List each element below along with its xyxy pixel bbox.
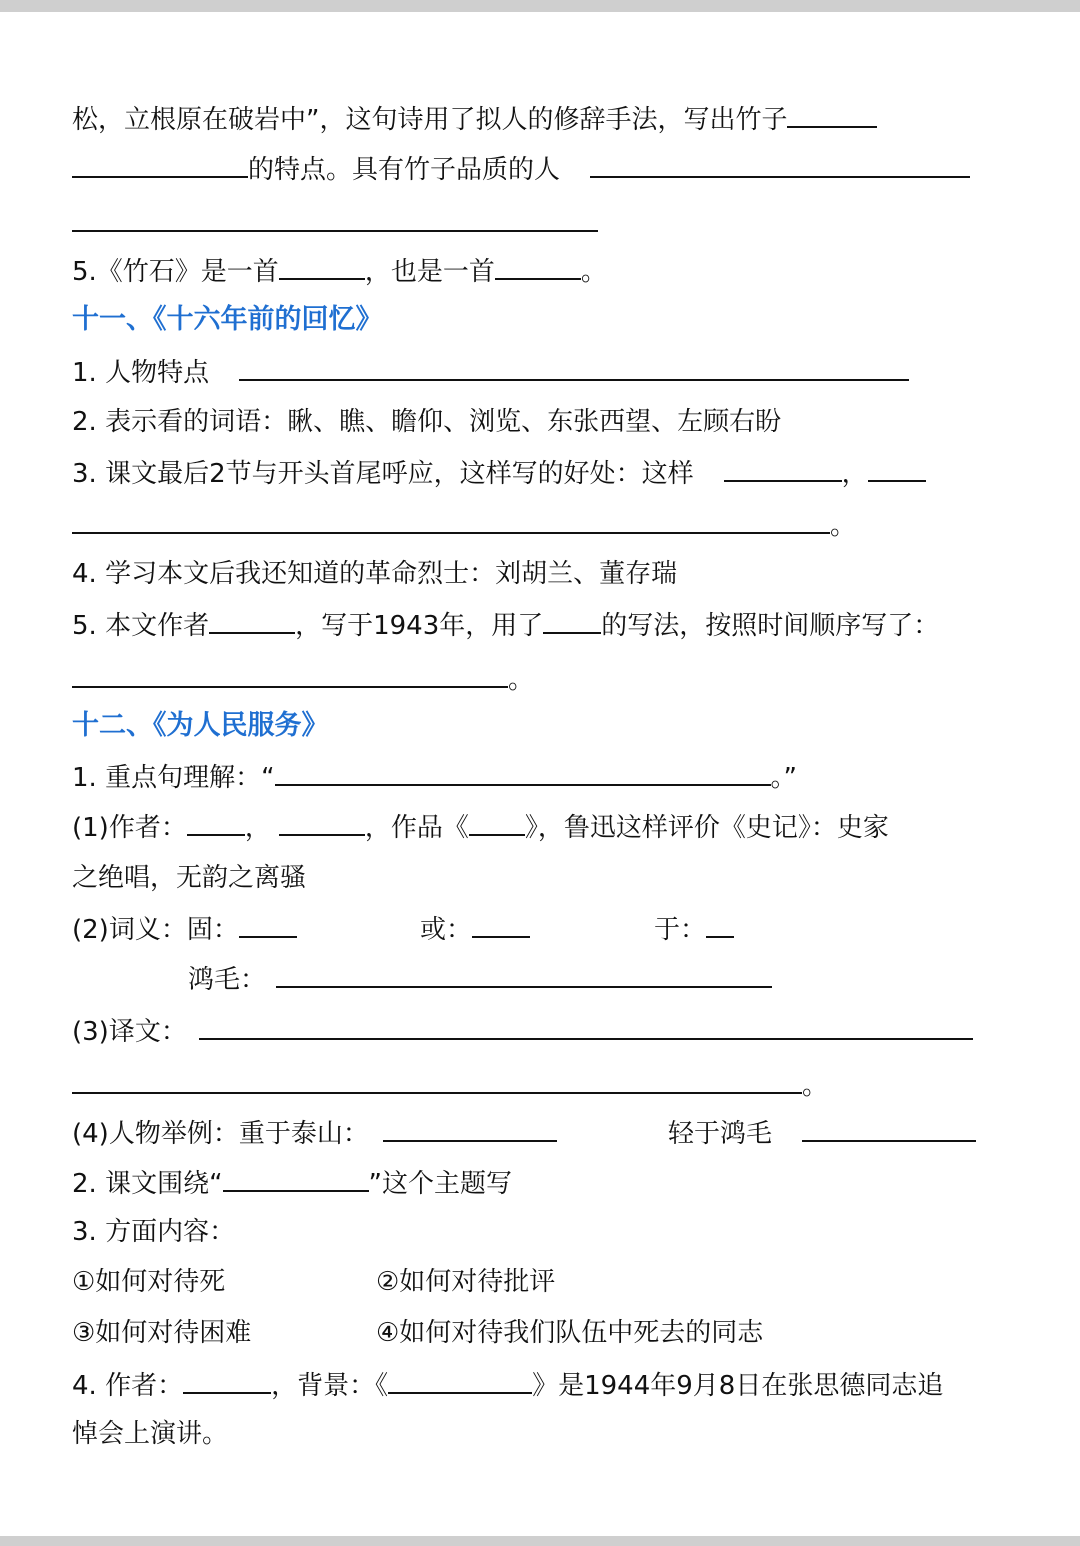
list-item: ③如何对待困难	[72, 1318, 252, 1348]
part-4: (4)人物举例：重于泰山：	[72, 1112, 1012, 1152]
part-3-cont: 。	[72, 1064, 1012, 1104]
text-line: 的特点。具有竹子品质的人	[72, 148, 1012, 188]
question-3: 3. 方面内容：	[72, 1217, 236, 1247]
blank-line	[276, 958, 772, 988]
question-4: 4. 作者： ，背景：《 》是1944年9月8日在张思德同志追	[72, 1364, 1012, 1404]
part-2: (2)词义：固：	[72, 908, 1012, 948]
part-3: (3)译文：	[72, 1010, 1012, 1050]
bottom-border-bar	[0, 1536, 1080, 1546]
list-item: ②如何对待批评	[376, 1267, 556, 1297]
blank-line	[802, 1112, 976, 1142]
question-2: 2. 表示看的词语：瞅、瞧、瞻仰、浏览、东张西望、左顾右盼	[72, 407, 782, 437]
blank-line	[183, 1364, 271, 1394]
blank-line	[868, 452, 926, 482]
question-5: 5. 本文作者 ，写于1943年，用了 的写法，按照时间顺序写了：	[72, 604, 1012, 644]
blank-line	[209, 604, 295, 634]
question-4: 4. 学习本文后我还知道的革命烈士：刘胡兰、董存瑞	[72, 559, 678, 589]
blank-line	[279, 250, 365, 280]
blank-line	[706, 908, 734, 938]
part-1: (1)作者： ， ，作品《 》，鲁迅这样评价《史记》：史家	[72, 806, 1012, 846]
question-3: 3. 课文最后2节与开头首尾呼应，这样写的好处：这样 ，	[72, 452, 1012, 492]
question-5: 5.《竹石》是一首 ，也是一首 。	[72, 250, 1012, 290]
question-2: 2. 课文围绕“ ”这个主题写	[72, 1162, 1012, 1202]
list-item: ④如何对待我们队伍中死去的同志	[376, 1318, 764, 1348]
section-heading-11: 十一、《十六年前的回忆》	[72, 304, 383, 335]
part-4-light: 轻于鸿毛	[668, 1112, 1008, 1152]
blank-line	[275, 756, 771, 786]
part-1-cont: 之绝唱，无韵之离骚	[72, 863, 307, 893]
text-line: 松，立根原在破岩中”，这句诗用了拟人的修辞手法，写出竹子	[72, 98, 1012, 138]
blank-line	[239, 908, 297, 938]
blank-line	[787, 98, 877, 128]
blank-line	[72, 148, 248, 178]
question-4-cont: 悼会上演讲。	[72, 1419, 229, 1449]
question-3-cont: 。	[72, 504, 1012, 544]
question-1: 1. 重点句理解：“ 。”	[72, 756, 1012, 796]
blank-line	[472, 908, 530, 938]
blank-line	[187, 806, 245, 836]
blank-line	[239, 351, 909, 381]
question-5-cont: 。	[72, 658, 1012, 698]
blank-line	[495, 250, 581, 280]
section-heading-12: 十二、《为人民服务》	[72, 710, 329, 741]
blank-line	[279, 806, 365, 836]
blank-line	[72, 504, 830, 534]
top-border-bar	[0, 0, 1080, 12]
blank-line	[469, 806, 525, 836]
part-2-or: 或：	[420, 908, 620, 948]
blank-line	[543, 604, 601, 634]
blank-line	[724, 452, 842, 482]
list-item: ①如何对待死	[72, 1267, 226, 1297]
part-2-yu: 于：	[654, 908, 854, 948]
blank-line	[72, 658, 508, 688]
blank-line	[383, 1112, 557, 1142]
blank-line	[72, 1064, 802, 1094]
blank-line	[590, 148, 970, 178]
question-1: 1. 人物特点	[72, 351, 1012, 391]
blank-line	[199, 1010, 973, 1040]
blank-line	[388, 1364, 532, 1394]
blank-line	[72, 230, 598, 232]
part-2-hongmao: 鸿毛：	[188, 958, 888, 998]
blank-line	[223, 1162, 369, 1192]
